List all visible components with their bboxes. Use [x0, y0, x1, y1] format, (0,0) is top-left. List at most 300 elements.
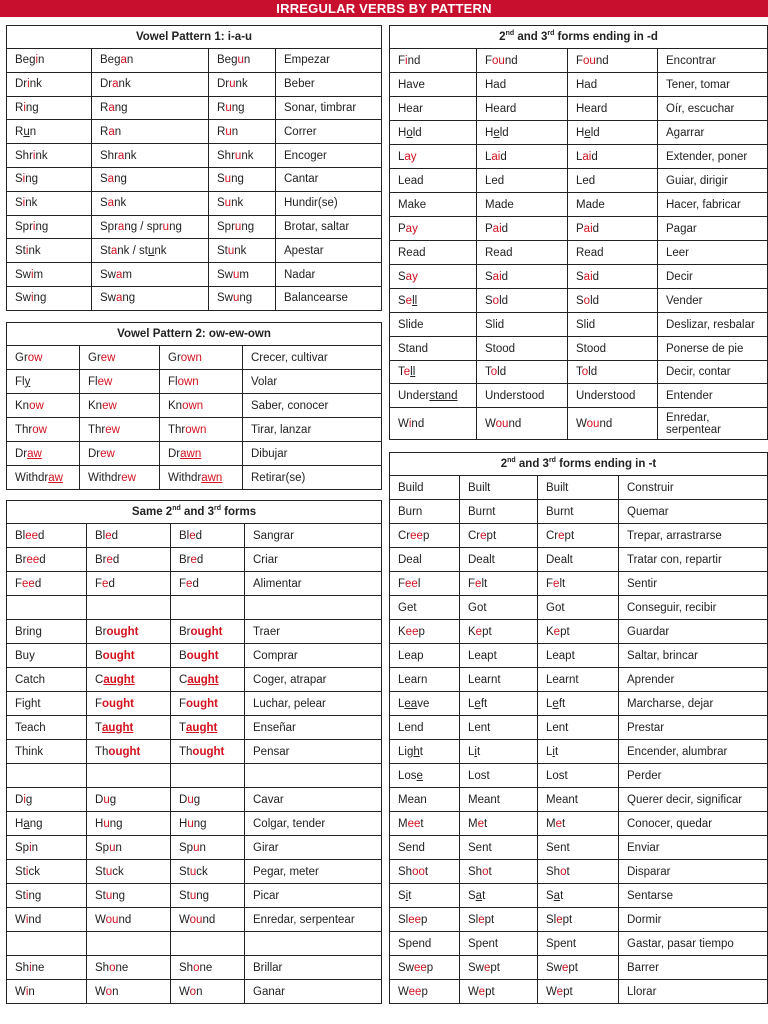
base-form-cell — [7, 932, 87, 956]
word-segment: Sangrar — [253, 529, 294, 542]
word-segment: Withdr — [15, 471, 49, 484]
word-segment: t — [420, 817, 424, 830]
past-participle-cell — [538, 788, 619, 812]
past-simple-cell — [92, 96, 209, 120]
word-segment: n — [199, 841, 206, 854]
word-segment: ee — [26, 553, 40, 566]
word-segment: aw — [48, 471, 63, 484]
word-segment: Bring — [15, 625, 42, 638]
word-segment: ou — [586, 417, 600, 430]
word-segment: Brillar — [253, 961, 283, 974]
past-participle-cell — [209, 96, 276, 120]
base-form-cell — [7, 716, 87, 740]
word-segment: a — [120, 54, 127, 67]
word-segment: S — [15, 197, 23, 210]
table-row — [7, 370, 382, 394]
past-participle-cell — [568, 289, 658, 313]
word-segment: p — [421, 985, 428, 998]
word-segment: F — [179, 577, 187, 590]
word-segment: Sh — [398, 865, 413, 878]
word-segment: Deslizar, resbalar — [666, 318, 755, 331]
word-segment: Querer decir, significar — [627, 793, 743, 806]
past-participle-cell — [568, 97, 658, 121]
word-segment: d — [34, 577, 42, 590]
word-segment: Beg — [217, 54, 238, 67]
word-segment: i — [29, 961, 32, 974]
word-segment: u — [232, 292, 240, 305]
word-segment: t — [424, 865, 429, 878]
base-form-cell — [7, 72, 92, 96]
word-segment: Buy — [15, 649, 35, 662]
word-segment: pt — [485, 985, 495, 998]
word-segment: Shr — [15, 149, 33, 162]
translation-cell — [245, 884, 382, 908]
translation-cell — [245, 572, 382, 596]
word-segment: ew — [100, 351, 116, 364]
past-simple-cell — [92, 120, 209, 144]
word-segment: K — [546, 625, 554, 638]
past-participle-cell — [160, 418, 243, 442]
word-segment: T — [95, 721, 103, 734]
word-segment: Stood — [485, 342, 516, 355]
word-segment: Br — [179, 625, 191, 638]
translation-cell — [658, 313, 768, 337]
word-segment: R — [217, 125, 226, 138]
word-segment: F — [468, 577, 476, 590]
table-row — [7, 466, 382, 490]
translation-cell — [619, 908, 768, 932]
past-simple-cell — [460, 596, 538, 620]
word-segment: Built — [546, 481, 569, 494]
translation-cell — [245, 644, 382, 668]
past-participle-cell — [538, 524, 619, 548]
word-segment: Thr — [15, 423, 33, 436]
table-row — [390, 620, 768, 644]
word-segment: o — [105, 985, 113, 998]
word-segment: ai — [492, 270, 502, 283]
translation-cell — [619, 788, 768, 812]
word-segment: nd — [202, 913, 216, 926]
past-participle-cell — [538, 572, 619, 596]
word-segment: Construir — [627, 481, 674, 494]
word-segment: Got — [546, 601, 565, 614]
word-segment: nd — [118, 913, 132, 926]
word-segment: ld — [497, 366, 507, 378]
word-segment: nk — [28, 244, 41, 257]
past-participle-cell — [171, 884, 245, 908]
word-segment: F — [485, 54, 493, 67]
base-form-cell — [7, 120, 92, 144]
word-segment: F — [95, 577, 103, 590]
translation-cell — [245, 764, 382, 788]
word-segment: ought — [192, 745, 225, 758]
word-segment: ou — [189, 913, 203, 926]
table-row — [390, 49, 768, 73]
word-segment: Lost — [546, 769, 568, 782]
word-segment: S — [485, 270, 493, 283]
word-segment: C — [179, 673, 188, 686]
word-segment: ee — [408, 913, 422, 926]
word-segment: nd — [595, 54, 609, 67]
word-segment: St — [15, 865, 26, 878]
past-simple-cell — [80, 442, 160, 466]
word-segment: Thr — [168, 423, 186, 436]
vowel-pattern-1-table — [6, 25, 382, 311]
table-row — [390, 73, 768, 97]
word-segment: Sw — [398, 961, 414, 974]
word-segment: Luchar, pelear — [253, 697, 326, 710]
word-segment: Sp — [95, 841, 110, 854]
past-simple-cell — [92, 286, 209, 310]
word-segment: Kn — [88, 399, 103, 412]
past-simple-cell — [92, 167, 209, 191]
word-segment: pt — [563, 985, 573, 998]
word-segment: St — [179, 889, 190, 902]
word-segment: nd — [504, 54, 518, 67]
word-segment: e — [102, 577, 109, 590]
word-segment: nk — [154, 244, 167, 257]
word-segment: pt — [562, 913, 573, 926]
word-segment: i — [405, 889, 409, 902]
table-row — [7, 932, 382, 956]
word-segment: t — [488, 865, 492, 878]
past-participle-cell — [538, 956, 619, 980]
word-segment: Think — [15, 745, 44, 758]
base-form-cell — [390, 408, 477, 440]
word-segment: L — [468, 697, 475, 710]
word-segment: Encender, alumbrar — [627, 745, 728, 758]
word-segment: o — [490, 366, 498, 378]
base-form-cell — [390, 692, 460, 716]
word-segment: St — [179, 865, 190, 878]
past-participle-cell — [538, 692, 619, 716]
word-segment: Shr — [100, 149, 118, 162]
past-simple-cell — [87, 548, 171, 572]
past-participle-cell — [171, 980, 245, 1004]
word-segment: ought — [102, 697, 134, 710]
word-segment: Apestar — [284, 244, 324, 257]
word-segment: Leapt — [546, 649, 575, 662]
word-segment: Sh — [468, 865, 483, 878]
word-segment: n — [126, 54, 134, 67]
section-title: 2nd and 3rd forms ending in -t — [390, 453, 768, 476]
word-segment: a — [117, 220, 125, 233]
word-segment: Sw — [217, 292, 233, 305]
base-form-cell — [390, 73, 477, 97]
word-segment: Brotar, saltar — [284, 220, 350, 233]
word-segment: t — [566, 865, 570, 878]
table-row — [7, 215, 382, 239]
base-form-cell — [390, 97, 477, 121]
word-segment: Make — [398, 198, 427, 211]
word-segment: ng — [25, 173, 39, 186]
word-segment: S — [100, 173, 108, 186]
forms-ending-t-table — [389, 452, 768, 1004]
word-segment: Comprar — [253, 649, 298, 662]
word-segment: Hundir(se) — [284, 197, 338, 210]
translation-cell — [245, 956, 382, 980]
word-segment: d — [591, 150, 598, 163]
section-title: 2nd and 3rd forms ending in -d — [390, 26, 768, 49]
word-segment: Tirar, lanzar — [251, 423, 312, 436]
word-segment: ng — [231, 173, 244, 186]
past-simple-cell — [460, 572, 538, 596]
word-segment: ng — [114, 173, 127, 186]
word-segment: pt — [568, 961, 578, 974]
base-form-cell — [7, 740, 87, 764]
word-segment: p — [422, 529, 430, 542]
word-segment: St — [100, 244, 111, 257]
word-segment: Leer — [666, 246, 690, 259]
word-segment: F — [546, 577, 554, 590]
word-segment: Built — [468, 481, 491, 494]
table-row — [7, 120, 382, 144]
past-participle-cell — [538, 932, 619, 956]
past-participle-cell — [538, 596, 619, 620]
word-segment: ee — [25, 529, 39, 542]
base-form-cell — [7, 370, 80, 394]
past-simple-cell — [92, 72, 209, 96]
word-segment: T — [485, 366, 491, 378]
word-segment: e — [552, 697, 559, 710]
word-segment: aught — [186, 721, 218, 734]
base-form-cell — [7, 346, 80, 370]
word-segment: ne — [199, 961, 213, 974]
translation-cell — [658, 145, 768, 169]
past-simple-cell — [460, 764, 538, 788]
word-segment: d — [592, 270, 600, 283]
word-segment: Kn — [168, 399, 183, 412]
word-segment: Lent — [468, 721, 491, 734]
word-segment: Cantar — [284, 173, 319, 186]
word-segment: Sp — [15, 841, 30, 854]
word-segment: e — [558, 529, 565, 542]
word-segment: Stand — [398, 342, 429, 355]
translation-cell — [243, 346, 382, 370]
word-segment: i — [552, 745, 555, 758]
word-segment: L — [398, 150, 405, 163]
word-segment: W — [179, 913, 190, 926]
word-segment: F — [576, 54, 584, 67]
word-segment: o — [560, 865, 567, 878]
word-segment: ck — [28, 865, 40, 878]
word-segment: aught — [103, 673, 135, 686]
word-segment: nk / st — [117, 244, 148, 257]
word-segment: Under — [398, 389, 430, 402]
word-segment: Meant — [546, 793, 578, 806]
word-segment: F — [179, 697, 187, 710]
word-segment: u — [105, 865, 113, 878]
base-form-cell — [7, 263, 92, 287]
translation-cell — [245, 860, 382, 884]
word-segment: d — [500, 150, 507, 163]
word-segment: Beber — [284, 78, 315, 91]
word-segment: u — [109, 841, 116, 854]
word-segment: i — [25, 865, 29, 878]
word-segment: S — [576, 270, 584, 283]
word-segment: D — [15, 793, 24, 806]
base-form-cell — [390, 476, 460, 500]
past-simple-cell — [460, 788, 538, 812]
translation-cell — [245, 740, 382, 764]
word-segment: F — [95, 697, 103, 710]
word-segment: nk — [234, 244, 247, 257]
past-participle-cell — [568, 169, 658, 193]
word-segment: Lead — [398, 174, 424, 187]
past-participle-cell — [568, 408, 658, 440]
word-segment: e — [186, 577, 193, 590]
base-form-cell — [7, 764, 87, 788]
past-simple-cell — [460, 980, 538, 1004]
word-segment: Gr — [15, 351, 28, 364]
word-segment: ng — [193, 817, 207, 830]
word-segment: e — [555, 817, 562, 830]
past-simple-cell — [92, 144, 209, 168]
word-segment: d — [501, 222, 509, 235]
word-segment: Catch — [15, 673, 46, 686]
word-segment: ng — [29, 817, 43, 830]
word-segment: Tratar con, repartir — [627, 553, 722, 566]
word-segment: u — [225, 125, 232, 138]
word-segment: a — [110, 244, 118, 257]
translation-cell — [619, 596, 768, 620]
word-segment: ng — [122, 292, 136, 305]
word-segment: u — [224, 197, 232, 210]
word-segment: Sw — [546, 961, 562, 974]
word-segment: aw — [27, 447, 42, 460]
word-segment: Enviar — [627, 841, 660, 854]
word-segment: n — [115, 841, 122, 854]
translation-cell — [245, 692, 382, 716]
base-form-cell — [390, 337, 477, 361]
table-row — [390, 788, 768, 812]
translation-cell — [276, 286, 382, 310]
word-segment: Sh — [546, 865, 561, 878]
section-title: Vowel Pattern 1: i-a-u — [7, 26, 382, 49]
word-segment: Led — [576, 174, 596, 187]
word-segment: Read — [398, 246, 426, 259]
word-segment: Conocer, quedar — [627, 817, 713, 830]
word-segment: u — [103, 793, 110, 806]
past-participle-cell — [171, 716, 245, 740]
past-simple-cell — [477, 217, 568, 241]
past-simple-cell — [87, 620, 171, 644]
base-form-cell — [7, 908, 87, 932]
word-segment: ee — [410, 529, 423, 542]
translation-cell — [245, 932, 382, 956]
word-segment: Heard — [485, 102, 517, 115]
word-segment: Made — [485, 198, 514, 211]
past-simple-cell — [87, 716, 171, 740]
translation-cell — [658, 73, 768, 97]
word-segment: ng — [231, 101, 245, 114]
translation-cell — [658, 337, 768, 361]
base-form-cell — [7, 418, 80, 442]
word-segment: d — [38, 529, 45, 542]
word-segment: Mean — [398, 793, 427, 806]
word-segment: Guardar — [627, 625, 670, 638]
past-simple-cell — [477, 289, 568, 313]
past-participle-cell — [171, 692, 245, 716]
table-row — [390, 572, 768, 596]
word-segment: Spr — [100, 220, 118, 233]
past-simple-cell — [460, 716, 538, 740]
forms-ending-d-table — [389, 25, 768, 440]
word-segment: Tener, tomar — [666, 78, 730, 91]
translation-cell — [245, 716, 382, 740]
past-simple-cell — [477, 361, 568, 384]
table-row — [7, 572, 382, 596]
word-segment: ay — [404, 150, 417, 163]
table-row — [7, 908, 382, 932]
word-segment: lt — [481, 577, 488, 590]
word-segment: u — [224, 173, 232, 186]
word-segment: Learnt — [546, 673, 579, 686]
past-participle-cell — [160, 394, 243, 418]
base-form-cell — [390, 384, 477, 408]
past-participle-cell — [171, 740, 245, 764]
word-segment: e — [553, 577, 560, 590]
word-segment: i — [474, 745, 477, 758]
word-segment: stand — [429, 389, 458, 402]
past-participle-cell — [171, 812, 245, 836]
table-row — [7, 980, 382, 1004]
word-segment: nk — [29, 78, 42, 91]
word-segment: ou — [492, 54, 505, 67]
table-row — [390, 408, 768, 440]
word-segment: Sl — [468, 913, 479, 926]
word-segment: i — [25, 889, 29, 902]
table-row — [7, 812, 382, 836]
translation-cell — [245, 596, 382, 620]
word-segment: pt — [482, 625, 492, 638]
word-segment: H — [576, 126, 585, 139]
base-form-cell — [7, 884, 87, 908]
past-participle-cell — [568, 313, 658, 337]
word-segment: T — [179, 721, 187, 734]
word-segment: St — [15, 244, 26, 257]
table-row — [390, 524, 768, 548]
base-form-cell — [7, 596, 87, 620]
table-row — [390, 932, 768, 956]
table-row — [7, 884, 382, 908]
base-form-cell — [7, 788, 87, 812]
translation-cell — [619, 668, 768, 692]
word-segment: C — [95, 673, 104, 686]
word-segment: Traer — [253, 625, 281, 638]
past-simple-cell — [460, 740, 538, 764]
base-form-cell — [390, 313, 477, 337]
word-segment: e — [561, 961, 569, 974]
word-segment: own — [182, 399, 204, 412]
translation-cell — [619, 524, 768, 548]
word-segment: pt — [484, 913, 495, 926]
word-segment: Shr — [217, 149, 235, 162]
word-segment: n — [112, 985, 119, 998]
word-segment: Volar — [251, 375, 278, 388]
translation-cell — [243, 370, 382, 394]
word-segment: Slide — [398, 318, 424, 331]
past-participle-cell — [171, 788, 245, 812]
word-segment: S — [100, 197, 108, 210]
word-segment: d — [39, 553, 46, 566]
word-segment: Dr — [217, 78, 230, 91]
word-segment: t — [484, 817, 488, 830]
word-segment: i — [32, 149, 36, 162]
word-segment: S — [398, 270, 406, 283]
word-segment: Oír, escuchar — [666, 102, 735, 115]
word-segment: Ganar — [253, 985, 285, 998]
